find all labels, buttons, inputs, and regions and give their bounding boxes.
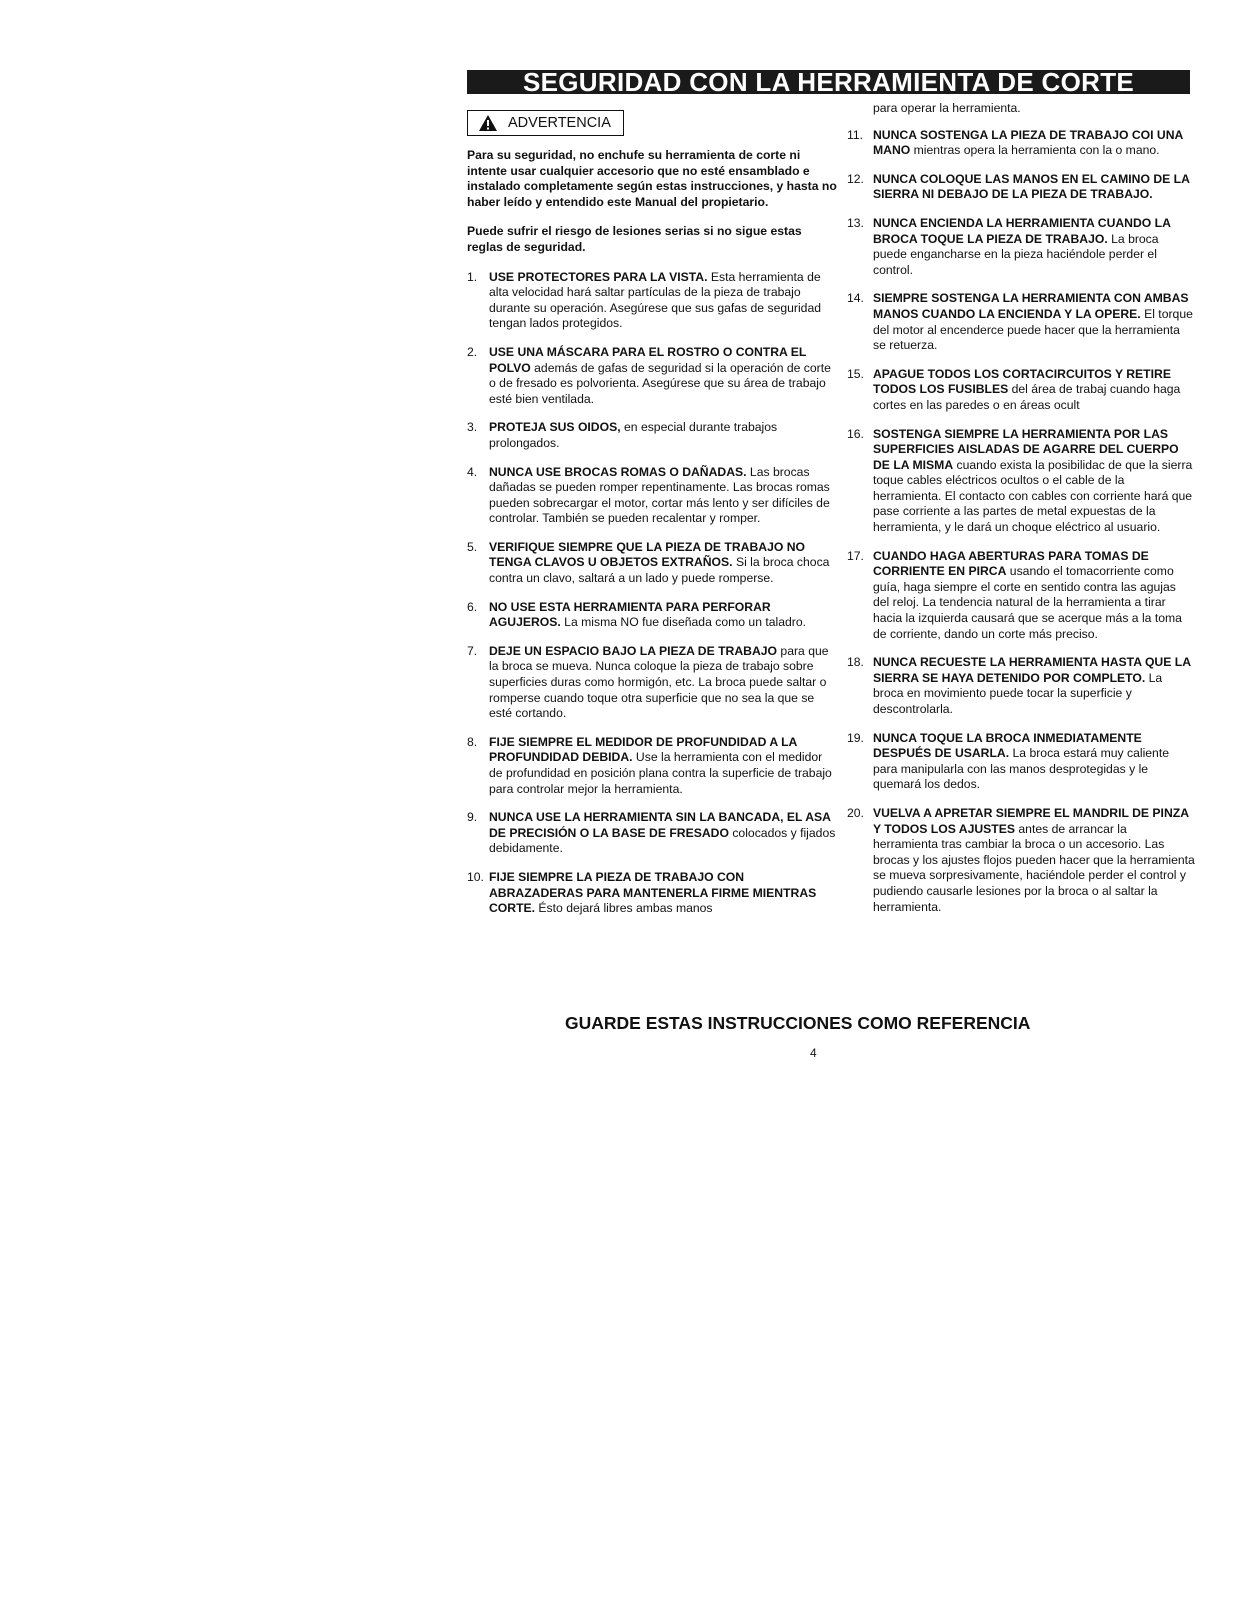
rule-item xyxy=(467,540,837,587)
rule-text xyxy=(873,655,1195,717)
rule-title: SIEMPRE SOSTENGA LA HERRAMIENTA CON AMBAS MANOS CUANDO LA ENCIENDA Y LA OPERE. xyxy=(873,291,1189,321)
rule-number: 19. xyxy=(847,730,864,745)
rule-title: NO USE ESTA HERRAMIENTA PARA PERFORAR AGUJEROS. xyxy=(489,599,771,630)
rule-title: FIJE SIEMPRE EL MEDIDOR DE PROFUNDIDAD A LA PROFUNDIDAD DEBIDA. xyxy=(489,734,797,765)
rule-item xyxy=(847,427,1195,536)
rule-text xyxy=(873,427,1195,536)
rule-body: usando el tomacorriente como guía, haga siempre el corte en sentido contra las agujas del reloj. La tendencia natural de la herramienta a tirar hacia la izquierda causará que se acerque más a la toma de corriente, dando un corte más preciso. xyxy=(873,564,1182,641)
rule-title: APAGUE TODOS LOS CORTACIRCUITOS Y RETIRE TODOS LOS FUSIBLES xyxy=(873,366,1171,397)
rule-item xyxy=(467,735,837,797)
rule-number: 10. xyxy=(467,869,484,884)
rule-text xyxy=(489,270,837,332)
rule-item xyxy=(847,172,1195,203)
rule-body: colocados y fijados debidamente. xyxy=(489,825,836,856)
rule-number: 5. xyxy=(467,539,478,554)
rule-number: 11. xyxy=(847,127,864,142)
rule-title: NUNCA SOSTENGA LA PIEZA DE TRABAJO COI UNA MANO xyxy=(873,127,1183,158)
rule-number: 14. xyxy=(847,291,864,306)
rule-title: NUNCA ENCIENDA LA HERRAMIENTA CUANDO LA BROCA TOQUE LA PIEZA DE TRABAJO. xyxy=(873,215,1171,246)
rule-number: 12. xyxy=(847,171,864,186)
rule-title: SOSTENGA SIEMPRE LA HERRAMIENTA POR LAS SUPERFICIES AISLADAS DE AGARRE DEL CUERPO DE LA MISMA xyxy=(873,426,1179,472)
rule-title: VUELVA A APRETAR SIEMPRE EL MANDRIL DE PINZA Y TODOS LOS AJUSTES xyxy=(873,805,1189,836)
warning-triangle-icon xyxy=(478,114,498,132)
rule-text xyxy=(873,291,1195,353)
rule-text xyxy=(873,128,1195,159)
rule-text xyxy=(873,731,1195,793)
rule-body: La broca puede engancharse en la pieza haciéndole perder el control. xyxy=(873,231,1159,277)
section-title-banner: SEGURIDAD CON LA HERRAMIENTA DE CORTE xyxy=(467,70,1190,94)
rule-item xyxy=(467,345,837,407)
rule-text xyxy=(489,345,837,407)
rule-number: 4. xyxy=(467,464,478,479)
rule-body: además de gafas de seguridad si la operación de corte o de fresado es polvorienta. Asegúrese que su área de trabajo esté bien ventilada. xyxy=(489,360,831,406)
rule-body: mientras opera la herramienta con la o mano. xyxy=(910,143,1160,158)
rule-title: NUNCA USE LA HERRAMIENTA SIN LA BANCADA, EL ASA DE PRECISIÓN O LA BASE DE FRESADO xyxy=(489,810,831,840)
rule-item xyxy=(467,420,837,451)
rule-text xyxy=(489,870,837,917)
rule-item xyxy=(467,270,837,332)
rule-text xyxy=(489,644,837,722)
intro-paragraph: Para su seguridad, no enchufe su herramienta de corte ni intente usar cualquier accesorio que no esté ensamblado e instalado completamente según estas instrucciones, y hasta no haber leído y entendido este Manual del propietario. xyxy=(467,148,837,209)
rule-item xyxy=(467,870,837,917)
rule-body: del área de trabaj cuando haga cortes en las paredes o en áreas ocult xyxy=(873,382,1181,412)
rule-body: cuando exista la posibilidac de que la sierra toque cables eléctricos ocultos o el cable de la herramienta. El contacto con cables con corriente hará que pase corriente a las partes de metal expuestas de la herramienta, y le dará un choque eléctrico al usuario. xyxy=(873,457,1193,535)
rule-text xyxy=(873,549,1195,643)
rule-text xyxy=(489,540,837,587)
rule-item xyxy=(847,549,1195,643)
rule-text xyxy=(489,735,837,797)
rule-title: VERIFIQUE SIEMPRE QUE LA PIEZA DE TRABAJO NO TENGA CLAVOS U OBJETOS EXTRAÑOS. xyxy=(489,539,806,570)
rule-item xyxy=(847,806,1195,915)
page-number: 4 xyxy=(810,1046,817,1060)
rule-text xyxy=(489,810,837,857)
rule-title: NUNCA TOQUE LA BROCA INMEDIATAMENTE DESPUÉS DE USARLA. xyxy=(873,730,1142,761)
rule-item xyxy=(847,216,1195,278)
rule-text xyxy=(873,216,1195,278)
rule-body: Ésto dejará libres ambas manos xyxy=(535,901,713,916)
rule-item xyxy=(467,465,837,527)
rule-title: NUNCA COLOQUE LAS MANOS EN EL CAMINO DE LA SIERRA NI DEBAJO DE LA PIEZA DE TRABAJO. xyxy=(873,171,1190,202)
rule-number: 3. xyxy=(467,420,478,435)
rule-body: para que la broca se mueva. Nunca coloque la pieza de trabajo sobre superficies duras como hormigón, etc. La broca puede saltar o romperse cuando toque otra superficie que no sea la que se esté cortando. xyxy=(489,643,829,721)
rule-body: en especial durante trabajos prolongados. xyxy=(489,420,778,450)
rule-item xyxy=(847,291,1195,353)
rule-number: 20. xyxy=(847,805,864,820)
rule-title: USE PROTECTORES PARA LA VISTA. xyxy=(489,269,708,284)
rule-text xyxy=(873,367,1195,414)
rule-text xyxy=(489,465,837,527)
rule-text xyxy=(873,172,1195,203)
rule-body: Use la herramienta con el medidor de profundidad en posición plana contra la superficie de trabajo para controlar mejor la herramienta. xyxy=(489,750,832,796)
rule-body: La misma NO fue diseñada como un taladro. xyxy=(560,615,807,630)
rule-item xyxy=(467,810,837,857)
rule-title: NUNCA RECUESTE LA HERRAMIENTA HASTA QUE LA SIERRA SE HAYA DETENIDO POR COMPLETO. xyxy=(873,655,1191,685)
rule-item xyxy=(467,644,837,722)
rule-number: 7. xyxy=(467,643,478,658)
warning-label-box xyxy=(467,110,624,136)
rule-text xyxy=(873,806,1195,915)
footer-title: GUARDE ESTAS INSTRUCCIONES COMO REFERENCIA xyxy=(565,1013,1031,1033)
rule-number: 2. xyxy=(467,344,478,359)
rule-item xyxy=(847,731,1195,793)
rule-number: 1. xyxy=(467,269,478,284)
rules-list-left xyxy=(467,270,837,917)
rule-number: 17. xyxy=(847,548,864,563)
continuation-text: para operar la herramienta. xyxy=(873,101,1021,115)
rule-title: FIJE SIEMPRE LA PIEZA DE TRABAJO CON ABRAZADERAS PARA MANTENERLA FIRME MIENTRAS CORTE. xyxy=(489,869,817,916)
rule-body: La broca estará muy caliente para manipularla con las manos desprotegidas y le quemará los dedos. xyxy=(873,746,1170,792)
rule-title: PROTEJA SUS OIDOS, xyxy=(489,420,621,435)
rule-title: USE UNA MÁSCARA PARA EL ROSTRO O CONTRA EL POLVO xyxy=(489,344,807,375)
rule-text xyxy=(489,600,837,631)
rule-body: Si la broca choca contra un clavo, saltará a un lado y puede romperse. xyxy=(489,555,830,586)
rule-body: antes de arrancar la herramienta tras cambiar la broca o un accesorio. Las brocas y los ajustes flojos pueden hacer que la herramienta se mueva sorpresivamente, haciéndole perder el control y pudiendo causarle lesiones por la broca o al saltar la herramienta. xyxy=(873,821,1195,914)
rule-number: 13. xyxy=(847,215,864,230)
rule-title: CUANDO HAGA ABERTURAS PARA TOMAS DE CORRIENTE EN PIRCA xyxy=(873,548,1149,579)
rule-number: 9. xyxy=(467,810,478,825)
warning-label: ADVERTENCIA xyxy=(508,115,611,131)
rule-body: Las brocas dañadas se pueden romper repentinamente. Las brocas romas pueden sobrecargar el motor, cortar más lento y ser difíciles de controlar. También se pueden recalentar y romper. xyxy=(489,464,830,526)
rule-number: 8. xyxy=(467,734,478,749)
rule-item xyxy=(847,128,1195,159)
intro-paragraph: Puede sufrir el riesgo de lesiones serias si no sigue estas reglas de seguridad. xyxy=(467,224,802,254)
rule-number: 15. xyxy=(847,366,864,381)
rule-body: Esta herramienta de alta velocidad hará saltar partículas de la pieza de trabajo durante su operación. Asegúrese que sus gafas de seguridad tengan lados protegidos. xyxy=(489,269,822,331)
rule-title: NUNCA USE BROCAS ROMAS O DAÑADAS. xyxy=(489,464,747,479)
rule-number: 16. xyxy=(847,426,864,441)
rule-item xyxy=(847,367,1195,414)
rule-item xyxy=(467,600,837,631)
right-column xyxy=(847,101,1195,928)
rule-number: 18. xyxy=(847,655,864,670)
rule-body: El torque del motor al encenderce puede hacer que la herramienta se retuerza. xyxy=(873,306,1193,353)
rule-item xyxy=(847,655,1195,717)
rules-list-right xyxy=(847,128,1195,916)
rule-number: 6. xyxy=(467,599,478,614)
rule-text xyxy=(489,420,837,451)
rule-body: La broca en movimiento puede tocar la superficie y descontrolarla. xyxy=(873,670,1163,716)
rule-title: DEJE UN ESPACIO BAJO LA PIEZA DE TRABAJO xyxy=(489,643,778,658)
left-column xyxy=(467,148,837,930)
